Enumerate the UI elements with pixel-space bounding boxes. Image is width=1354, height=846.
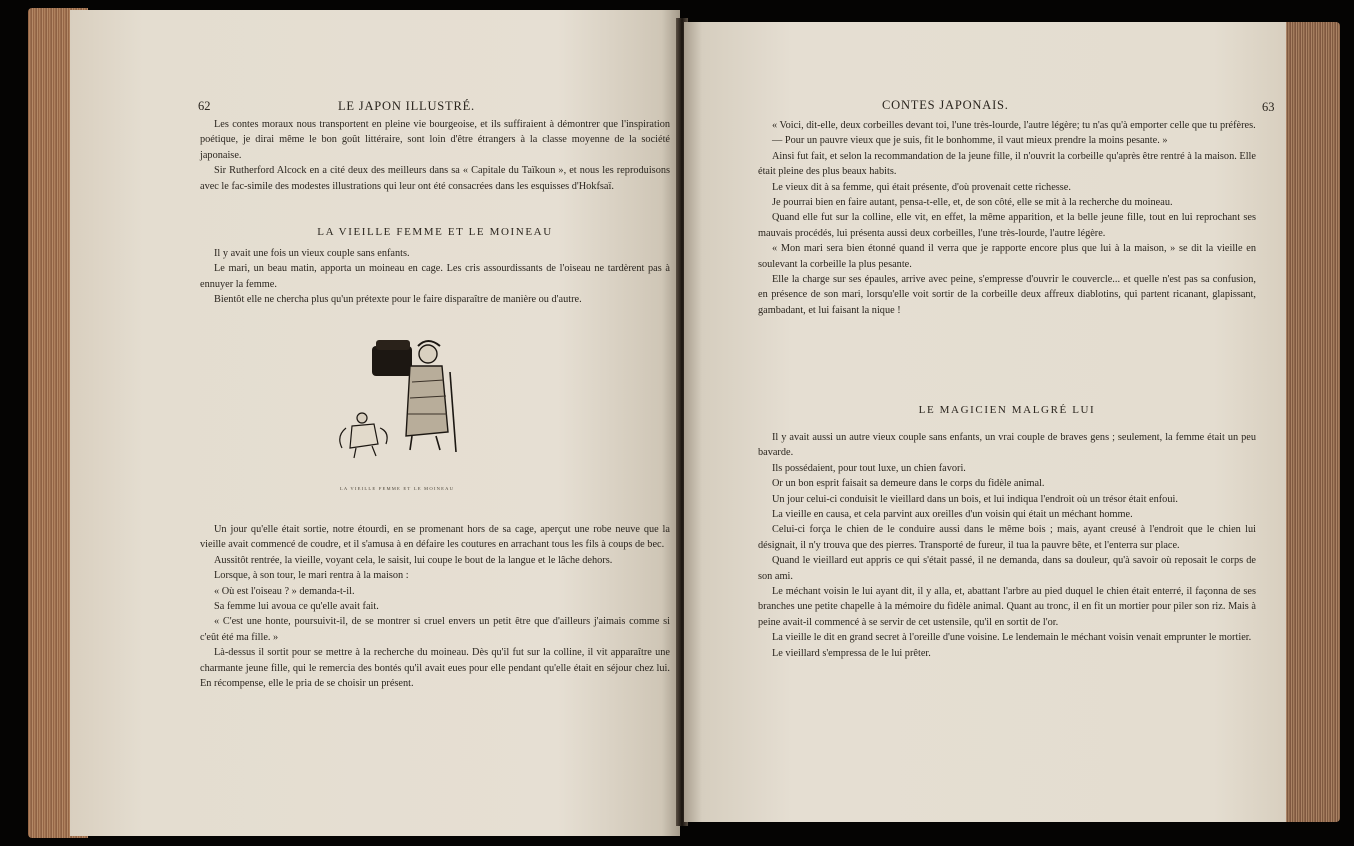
paragraph: Celui-ci força le chien de le conduire aussi dans le même bois ; mais, ayant creusé à l'endroit que le chien lui désignait, il n'y trouva que des pierres. Transporté de fureur, il tua la pauvre bête, et l'enterra sur place. bbox=[758, 524, 1256, 551]
paragraph: Il y avait une fois un vieux couple sans enfants. bbox=[214, 248, 410, 259]
woman-head-shape bbox=[419, 345, 437, 363]
paragraph: « C'est une honte, poursuivit-il, de se montrer si cruel envers un petit être que d'ailleurs j'aimais comme si c'eût été ma fille. » bbox=[200, 616, 670, 643]
paragraph: — Pour un pauvre vieux que je suis, fit le bonhomme, il vaut mieux prendre la moins pesante. » bbox=[772, 135, 1168, 147]
paragraph: Aussitôt rentrée, la vieille, voyant cela, le saisit, lui coupe le bout de la langue et le lâche dehors. bbox=[214, 554, 613, 566]
paragraph: Les contes moraux nous transportent en pleine vie bourgeoise, et ils suffiraient à démontrer que l'inspiration poétique, je dirai même le bon goût littéraire, sont loin d'être étrangers à la classe moyenne de la société japonaise. bbox=[200, 119, 670, 161]
paragraph: Le vieux dit à sa femme, qui était présente, d'où provenait cette richesse. bbox=[772, 181, 1071, 193]
woman-legs-shape bbox=[410, 436, 440, 450]
paragraph: Elle la charge sur ses épaules, arrive avec peine, s'empresse d'ouvrir le couvercle... et quelle n'est pas sa confusion, en présence de son mari, lorsqu'elle voit sortir de la corbeille deux affreux diablotins, qui partent ricanant, glapissant, gambadant, et lui faisant la nique ! bbox=[758, 274, 1256, 316]
page-number: 63 bbox=[1262, 100, 1275, 114]
paragraph: Un jour qu'elle était sortie, notre étourdi, en se promenant hors de sa cage, aperçut une robe neuve que la vieille avait commencé de coudre, et il s'amusa à en défaire les coutures en arrachant tous les fils à coups de bec. bbox=[200, 524, 670, 551]
left-page bbox=[70, 10, 680, 836]
paragraph: Or un bon esprit faisait sa demeure dans le corps du fidèle animal. bbox=[772, 478, 1045, 490]
paragraph: Un jour celui-ci conduisit le vieillard dans un bois, et lui indiqua l'endroit où un trésor était enfoui. bbox=[772, 493, 1178, 505]
basket-lid-shape bbox=[376, 340, 410, 350]
paragraph: « Voici, dit-elle, deux corbeilles devant toi, l'une très-lourde, l'autre légère; tu n'as qu'à emporter celle que tu préfères. bbox=[772, 120, 1256, 131]
story-text-bottom bbox=[758, 430, 1256, 661]
paragraph: Bientôt elle ne chercha plus qu'un prétexte pour le faire disparaître de manière ou d'autre. bbox=[214, 294, 582, 306]
page-edges-right bbox=[1282, 22, 1340, 822]
basket-shape bbox=[372, 346, 412, 376]
sparrow-legs-shape bbox=[354, 446, 376, 458]
story-text-top bbox=[200, 246, 670, 308]
paragraph: Le vieillard s'empressa de le lui prêter. bbox=[772, 647, 931, 659]
right-page bbox=[684, 22, 1286, 822]
paragraph: Là-dessus il sortit pour se mettre à la recherche du moineau. Dès qu'il fut sur la colline, il vit apparaître une charmante jeune fille, qui le remercia des bontés qu'il avait eues pour elle pendant qu'elle était en séjour chez lui. En récompense, elle le pria de se choisir un présent. bbox=[200, 647, 670, 690]
running-head: LE JAPON ILLUSTRÉ. bbox=[338, 99, 475, 113]
story-text-top bbox=[758, 118, 1256, 318]
intro-text bbox=[200, 117, 670, 194]
walking-stick-shape bbox=[450, 372, 456, 452]
sparrow-body-shape bbox=[350, 424, 378, 448]
section-title: LA VIEILLE FEMME ET LE MOINEAU bbox=[317, 226, 553, 238]
sparrow-head-shape bbox=[357, 413, 367, 423]
paragraph: « Mon mari sera bien étonné quand il verra que je rapporte encore plus que lui à la maison, » se dit la vieille en soulevant la corbeille la plus pesante. bbox=[758, 243, 1256, 270]
paragraph: Quand le vieillard eut appris ce qui s'était passé, il ne demanda, dans sa douleur, qu'à savoir où reposait le corps de son ami. bbox=[758, 555, 1256, 582]
illustration-woman-and-sparrow bbox=[332, 332, 462, 472]
paragraph: Sa femme lui avoua ce qu'elle avait fait. bbox=[214, 601, 379, 613]
running-head: CONTES JAPONAIS. bbox=[882, 98, 1009, 112]
paragraph: Sir Rutherford Alcock en a cité deux des meilleurs dans sa « Capitale du Taïkoun », et nous les reproduisons avec le fac-simile des modestes illustrations qui leur ont été consacrées dans les esquisses d'Hokfsaï. bbox=[200, 165, 670, 192]
paragraph: Ainsi fut fait, et selon la recommandation de la jeune fille, il n'ouvrit la corbeille qu'après être rentré à la maison. Elle était pleine des plus beaux habits. bbox=[758, 150, 1256, 178]
paragraph: La vieille le dit en grand secret à l'oreille d'une voisine. Le lendemain le méchant voisin venait emprunter le mortier. bbox=[772, 632, 1252, 644]
paragraph: La vieille en causa, et cela parvint aux oreilles d'un voisin qui était un méchant homme. bbox=[772, 509, 1133, 521]
figure-caption: LA VIEILLE FEMME ET LE MOINEAU bbox=[339, 486, 455, 491]
paragraph: « Où est l'oiseau ? » demanda-t-il. bbox=[214, 585, 355, 597]
section-title: LE MAGICIEN MALGRÉ LUI bbox=[918, 404, 1096, 416]
paragraph: Lorsque, à son tour, le mari rentra à la maison : bbox=[214, 570, 409, 582]
paragraph: Il y avait aussi un autre vieux couple sans enfants, un vrai couple de braves gens ; seulement, la femme était un peu bavarde. bbox=[758, 432, 1256, 459]
paragraph: Quand elle fut sur la colline, elle vit, en effet, la même apparition, et la belle jeune fille, tout en lui reprochant ses mauvais procédés, lui présenta aussi deux corbeilles, l'une très-lourde, l'autre légère. bbox=[758, 212, 1256, 239]
paragraph: Le méchant voisin le lui ayant dit, il y alla, et, abattant l'arbre au pied duquel le chien était enterré, il façonna de ses branches une petite chapelle à la mémoire du fidèle animal. Quant au tronc, il en fit un mortier pour piler son riz. Mais à peine avait-il commencé à se servir de cet ustensile, qu'il en sortit de l'or. bbox=[758, 586, 1256, 628]
page-number: 62 bbox=[198, 99, 211, 113]
paragraph: Ils possédaient, pour tout luxe, un chien favori. bbox=[772, 462, 966, 474]
story-text-bottom bbox=[200, 522, 670, 691]
paragraph: Le mari, un beau matin, apporta un moineau en cage. Les cris assourdissants de l'oiseau ne tardèrent pas à ennuyer la femme. bbox=[200, 263, 670, 290]
paragraph: Je pourrai bien en faire autant, pensa-t-elle, et, de son côté, elle se mit à la recherche du moineau. bbox=[772, 197, 1173, 209]
woman-robe-shape bbox=[406, 366, 448, 436]
